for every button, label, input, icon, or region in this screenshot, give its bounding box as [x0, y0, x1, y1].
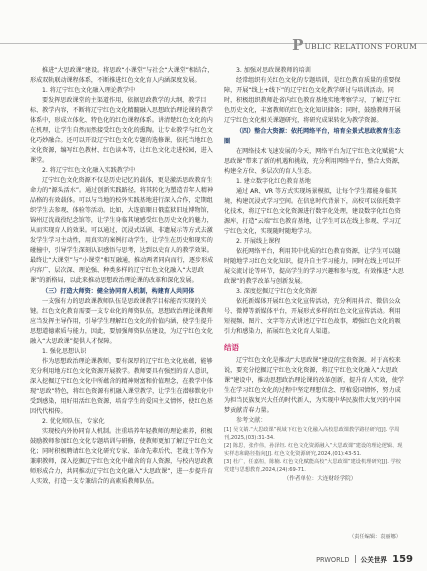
numbered-subheading: 1. 强化思想认识 — [42, 348, 87, 355]
body-paragraph: 在网络技术飞速发展的今天，网络平台为辽宁红色文化赋能“大思政课”带来了新的机遇和挑战，充分利用网络平台，整合大资源，构建全方位、多层次的育人生态。 — [224, 148, 404, 175]
page-header — [0, 0, 427, 54]
numbered-subheading: 2. 优化师队伍，专家化 — [42, 418, 105, 425]
section-heading: 结语 — [224, 343, 239, 352]
column-title-initial: P — [292, 36, 304, 54]
subsection-heading: （四）整合大资源：依托网络平台，培育全景式思政教育生态圈 — [224, 128, 401, 145]
body-paragraph: 依托网络平台，利用其中优质的红色教育资源，让学生可以随时随地学习红色文化知识，提升自主学习能力，同时在线上可以开展交流讨论等环节，提高学生的学习兴趣和参与度，有效推进“大思政课”的教学改革与创新发展。 — [224, 248, 404, 285]
reference-item: [2] 陈思，张作伟，孙泽钰. 红色文化资源融入“大思政课”建设的理论逻辑、现实样态和路径指向[J]. 红色文化资源研究,2024,(01):43-51. — [224, 443, 403, 457]
numbered-subheading: 3. 深度挖掘辽宁红色文化资源 — [236, 288, 317, 295]
author-affiliation: （作者单位：大连财经学院） — [283, 476, 357, 482]
reference-item: [1] 吴文婧.“大思政课”视域下红色文化融入高校思政课教学路径研究[J]. 学周刊,2025,(03):31-34. — [224, 427, 400, 441]
editor-note: （责任编辑：袁丽娜） — [349, 534, 401, 540]
footer-divider — [355, 555, 356, 563]
magazine-name: 公关世界 — [360, 556, 388, 564]
magazine-prefix: PRWORLD — [316, 556, 350, 564]
numbered-subheading: 1. 建立数字化红色教育基地 — [236, 178, 311, 185]
body-paragraph: 辽宁红色文化是推动“大思政课”建设的宝贵资源。对于高校来说，要充分挖掘辽宁红色文化资源，将辽宁红色文化融入“大思政课”建设中，推动思想政治理论课的改革创新，提升育人实效，使学生在学习红色文化的过程中坚定理想信念、厚植爱国情怀，努力成为担当民族复兴大任的时代新人，为实现中华民族伟大复兴的中国梦贡献青春力量。 — [224, 357, 404, 414]
body-paragraph: 实现校内外协同育人机制。注重培养年轻教师的理论素养，积极鼓励教师参加红色文化专题培训与研修，使教师更加了解辽宁红色文化；同时积极聘请红色文化研究专家、革命先辈后代、老战士等作为兼职教师，深入挖掘辽宁红色文化中蕴含的育人资源，与校内思政教师形成合力，共同推动辽宁红色文化融入“大思政课”，进一步提升育人实效，打造一支专兼结合的高素质教师队伍。 — [30, 428, 214, 485]
numbered-subheading: 3. 加强对思政课教师的培训 — [236, 67, 311, 74]
body-paragraph: 依托新媒体开展红色文化宣传活动，充分利用抖音、微信公众号、微博等新媒体平台，开展形式多样的红色文化宣传活动。利用短视频、图片、文字等方式讲述辽宁红色故事，增强红色文化的吸引力和感染力，拓展红色文化育人渠道。 — [224, 298, 401, 335]
body-paragraph: 通过 AR、VR 等方式实现场景模拟，让每个学生都能身临其境，构建沉浸式学习空间。在信息时代背景下，高校可以依托数字化技术，将辽宁红色文化资源进行数字化处理，建设数字化红色资源库，打造“云端”红色教育基地，让学生可以在线上参观、学习辽宁红色文化，实现随时随地学习。 — [224, 188, 401, 235]
numbered-subheading: 1. 将辽宁红色文化融入理论教学中 — [42, 87, 136, 94]
page-footer — [316, 554, 413, 565]
references-heading: 参考文献： — [236, 417, 267, 424]
numbered-subheading: 2. 开展线上课程 — [236, 238, 281, 245]
body-paragraph: 推进“大思政课”建设。将思政“小课堂”与社会“大课堂”相结合，形成双轨联动课程体系，不断推进红色文化育人内涵深度发展。 — [30, 67, 214, 84]
column-title — [292, 36, 417, 54]
page-number: 159 — [392, 554, 413, 565]
body-paragraph: 一支强有力的思政课教师队伍是思政课教学目标能否实现的关键。红色文化教育需要一支专业化的师资队伍，思想政治理论课教师应当发挥主导作用，引导学生理解红色文化的价值内涵，使学生提升思想道德素质与能力，因此，要加强师资队伍建设，为辽宁红色文化融入“大思政课”提供人才保障。 — [30, 298, 213, 345]
body-paragraph: 作为思想政治理论课教师，要有深厚的辽宁红色文化底蕴，能够充分利用地方红色文化资源开展教学。教师要具有强烈的育人意识，深入挖掘辽宁红色文化中所蕴含的精神财富和价值理念，在教学中体现“思政”特色，将红色资源有机融入课堂教学，让学生在潜移默化中受到感染，用好用活红色资源，培育学生的爱国主义情怀，使红色基因代代相传。 — [30, 358, 214, 415]
body-paragraph: 要发挥思政课堂的主渠道作用，依据思政教学的大纲、教学目标、教学内容，不断将辽宁红色文化精髓融入思想政治理论课的教学体系中，形成立体化、特色化的红色课程体系。讲清楚红色文化的内在机理，让学生自然而然接受红色文化的熏陶。让专业教学与红色文化巧妙融合。还可以开设辽宁红色文化专题的选修课，依托当地红色文化资源，编写红色教材、红色读本等，让红色文化走进校园，进入课堂。 — [30, 97, 213, 164]
column-title-rest: UBLIC RELATIONS FORUM — [304, 42, 417, 51]
numbered-subheading: 2. 将辽宁红色文化融入实践教学中 — [42, 167, 136, 174]
subsection-heading: （三）打造大师资：健全协同育人机制，构建育人共同体 — [42, 288, 195, 295]
body-paragraph: 经常组织有关红色文化的专题培训，是红色教育质量的重要保障，开展“线上+线下”的辽宁红色文化教学研讨与培训活动。同时，积极组织教师赴省内红色教育基地实地考察学习，了解辽宁红色历史文化，丰富教师的红色文化知识储备；同时，鼓励教师开展辽宁红色文化相关课题研究，将研究成果转化为教学资源。 — [224, 77, 401, 124]
article-left-column — [30, 66, 215, 487]
body-paragraph: 辽宁红色文化资源不仅是历史记忆的载体，更是激活思政教育生命力的“源头活水”。通过创新实践路径，将其转化为塑造青年人精神品格的有效载体。可以与当地的校外实践基地进行深入合作，定期组织学生去参观、体验等活动。比如，大连旅顺日俄监狱旧址博物馆，锦州辽沈战役纪念馆等，让学生身临其境感受红色历史文化的魅力，从而实现育人的效果。可以通过，沉浸式话剧、非遗展示等方式去激发学生学习主动性，用真实的案例打动学生，让学生在历史和现实的碰撞中，引导学生深刻认识感悟与思考，达到以史育人的教学效果。最终让“大课堂”与“小课堂”相互融通，推动两者同向而行，逐步形成内容广、层次深、理论强、种类多样的辽宁红色文化融入“大思政课”的新格局，以此来推动思想政治理论课的改革和深化发展。 — [30, 177, 214, 284]
article-right-column — [224, 66, 404, 484]
reference-item: [3] 杜广，任嘉桓，陈楠. 红色文化赋能高校“大思政课”建设机理研究[J]. 学校党建与思想教育,2024,(24):69-71. — [224, 459, 401, 473]
